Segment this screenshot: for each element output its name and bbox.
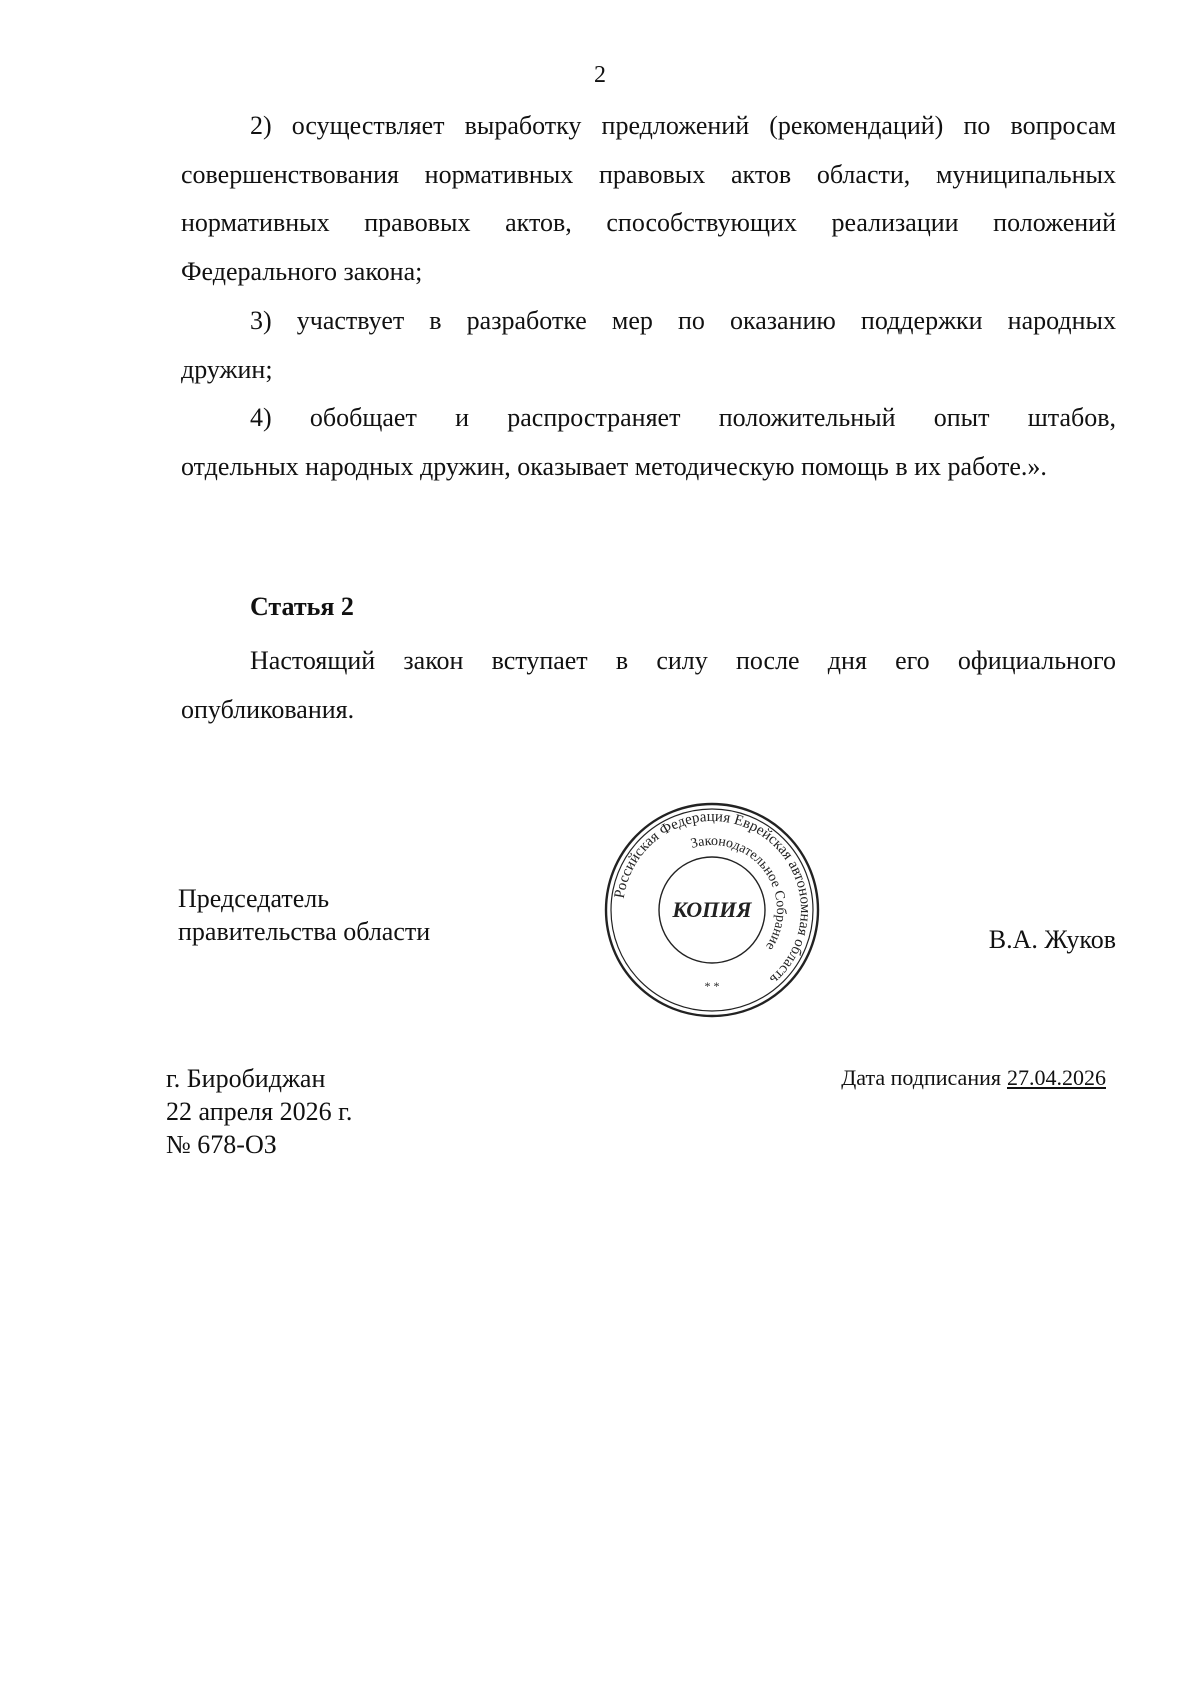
article-text-first-line: Настоящий закон вступает в силу после дня его официального	[250, 646, 1116, 675]
footer-date: 22 апреля 2026 г.	[166, 1097, 353, 1126]
signatory-title	[178, 882, 430, 948]
seal-stars: * *	[704, 979, 720, 993]
list-item-3-rest: дружин;	[181, 354, 273, 384]
article-text	[181, 637, 1116, 734]
list-item-2-first-line: 2) осуществляет выработку предложений (рекомендаций) по вопросам	[250, 111, 1116, 140]
seal-outer-text: Российская Федерация Еврейская автономная область	[611, 808, 814, 988]
footer-number: № 678-ОЗ	[166, 1130, 277, 1159]
article-text-rest: опубликования.	[181, 694, 355, 724]
list-item-4	[181, 394, 1116, 491]
list-item-4-rest: отдельных народных дружин, оказывает методическую помощь в их работе.».	[181, 451, 1047, 481]
signatory-title-line1: Председатель	[178, 884, 330, 913]
list-item-3	[181, 297, 1116, 394]
seal-inner-text: Законодательное Собрание	[689, 833, 789, 953]
document-footer	[166, 1062, 352, 1161]
signatory-name: В.А. Жуков	[988, 925, 1116, 954]
page-number: 2	[594, 62, 606, 88]
list-item-3-first-line: 3) участвует в разработке мер по оказанию поддержки народных	[250, 306, 1116, 335]
signatory-title-line2: правительства области	[178, 917, 431, 946]
signing-date	[841, 1065, 1106, 1091]
article-heading: Статья 2	[250, 592, 354, 621]
signing-date-label: Дата подписания	[841, 1065, 1001, 1090]
list-item-2-rest: совершенствования нормативных правовых актов области, муниципальных нормативных правовых актов, способствующих реализации положений Федерального закона;	[181, 159, 1116, 286]
official-seal	[602, 800, 822, 1020]
list-item-2	[181, 102, 1116, 296]
signing-date-value: 27.04.2026	[1007, 1065, 1106, 1090]
list-item-4-first-line: 4) обобщает и распространяет положительный опыт штабов,	[250, 403, 1116, 432]
footer-city: г. Биробиджан	[166, 1064, 326, 1093]
seal-center-text: КОПИЯ	[672, 897, 752, 922]
